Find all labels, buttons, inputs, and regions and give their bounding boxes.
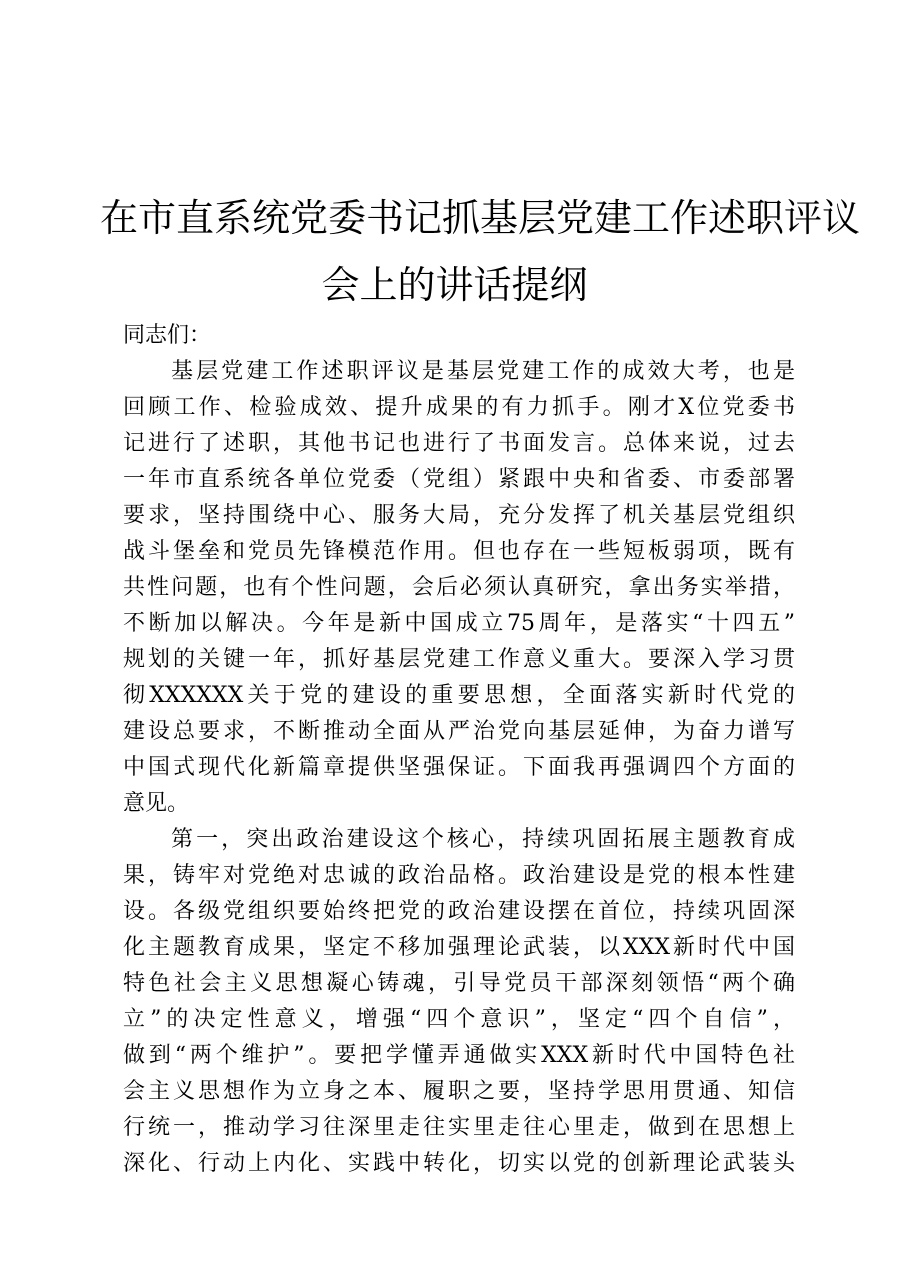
paragraph-1-line: 规划的关键一年，抓好基层党建工作意义重大。要深入学习贯	[123, 647, 795, 672]
paragraph-2-line: 第一，突出政治建设这个核心，持续巩固拓展主题教育成	[171, 827, 795, 852]
paragraph-2-line: 设。各级党组织要始终把党的政治建设摆在首位，持续巩固深	[123, 899, 795, 924]
paragraph-1-line: 基层党建工作述职评议是基层党建工作的成效大考，也是	[171, 359, 795, 384]
paragraph-2-line: 行统一，推动学习往深里走往实里走往心里走，做到在思想上	[123, 1115, 795, 1140]
paragraph-2-line: 深化、行动上内化、实践中转化，切实以党的创新理论武装头	[123, 1151, 795, 1176]
paragraph-2-line: 立”的决定性意义，增强“四个意识”，坚定“四个自信”，	[123, 1007, 795, 1032]
paragraph-1-line: 意见。	[123, 791, 190, 816]
paragraph-2-line: 果，铸牢对党绝对忠诚的政治品格。政治建设是党的根本性建	[123, 863, 795, 888]
document-body	[123, 318, 795, 1182]
document-title-line-2: 会上的讲话提纲	[321, 263, 588, 307]
paragraph-1-line: 回顾工作、检验成效、提升成果的有力抓手。刚才X位党委书	[123, 395, 795, 420]
paragraph-1-line: 记进行了述职，其他书记也进行了书面发言。总体来说，过去	[123, 431, 795, 456]
paragraph-1-line: 一年市直系统各单位党委（党组）紧跟中央和省委、市委部署	[123, 467, 795, 492]
paragraph-1-line: 不断加以解决。今年是新中国成立75周年，是落实“十四五”	[123, 611, 795, 636]
paragraph-1-line: 共性问题，也有个性问题，会后必须认真研究，拿出务实举措，	[123, 575, 795, 600]
salutation: 同志们：	[123, 323, 212, 348]
paragraph-1-line: 中国式现代化新篇章提供坚强保证。下面我再强调四个方面的	[123, 755, 795, 780]
paragraph-2-line: 做到“两个维护”。要把学懂弄通做实XXX新时代中国特色社	[123, 1043, 795, 1068]
paragraph-1-line: 建设总要求，不断推动全面从严治党向基层延伸，为奋力谱写	[123, 719, 795, 744]
paragraph-1-line: 要求，坚持围绕中心、服务大局，充分发挥了机关基层党组织	[123, 503, 795, 528]
document-title-line-1: 在市直系统党委书记抓基层党建工作述职评议	[100, 196, 861, 240]
paragraph-2-line: 化主题教育成果，坚定不移加强理论武装，以XXX新时代中国	[123, 935, 795, 960]
paragraph-2-line: 特色社会主义思想凝心铸魂，引导党员干部深刻领悟“两个确	[123, 971, 795, 996]
paragraph-2-line: 会主义思想作为立身之本、履职之要，坚持学思用贯通、知信	[123, 1079, 795, 1104]
paragraph-1-line: 彻XXXXXX关于党的建设的重要思想，全面落实新时代党的	[123, 683, 795, 708]
paragraph-1-line: 战斗堡垒和党员先锋模范作用。但也存在一些短板弱项，既有	[123, 539, 795, 564]
